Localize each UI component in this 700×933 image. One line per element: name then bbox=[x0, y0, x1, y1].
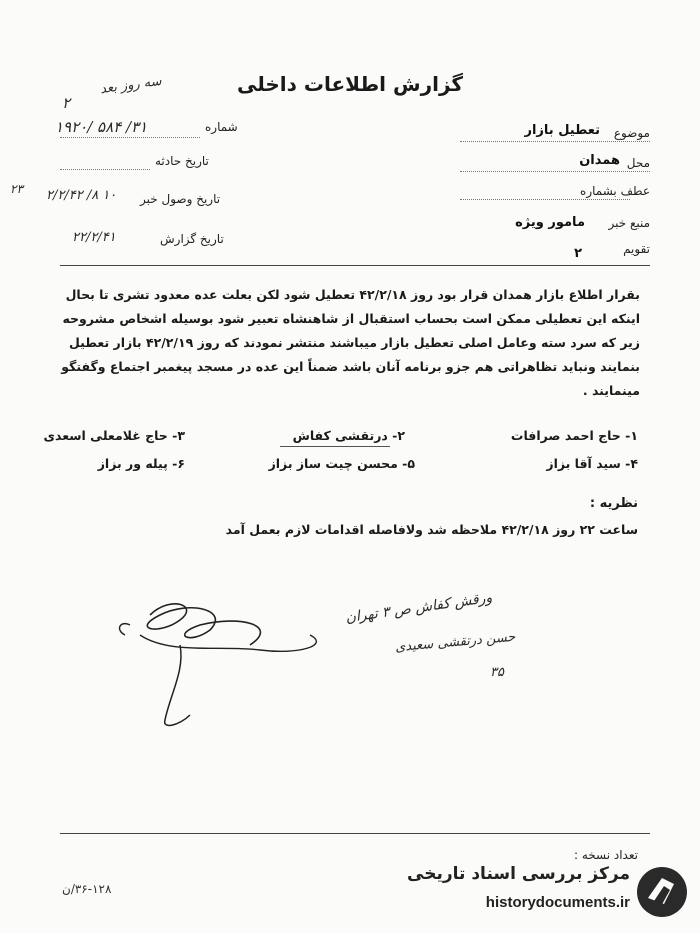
name-item: ۶- پیله ور بزاز bbox=[97, 456, 185, 471]
taghvim-value: ۲ bbox=[574, 246, 582, 261]
body-line: بقرار اطلاع بازار همدان قرار بود روز ۴۲/۲/۱۸ تعطیل شود لکن بعلت عده معدود تشری تا بحال bbox=[65, 287, 640, 302]
tarikh-vosul-value: ۲/۲/۴۲ /۸ ۱۰ bbox=[46, 188, 117, 203]
name-item: ۳- حاج غلامعلی اسعدی bbox=[43, 428, 185, 443]
signature-handwriting: ورقش کفاش ص ۳ تهران bbox=[344, 589, 494, 627]
logo-text-fa: مرکز بررسی اسناد تاریخی bbox=[407, 864, 630, 884]
mozu-value: تعطیل بازار bbox=[524, 123, 600, 138]
header-divider bbox=[60, 265, 650, 266]
body-line: زیر که سرد سته وعامل اصلی تعطیل بازار میباشند منتشر نمودند که روز ۴۲/۲/۱۹ بازار تعطیل bbox=[69, 335, 640, 350]
footer-divider bbox=[60, 833, 650, 834]
body-line: اینکه این تعطیلی ممکن است بحساب استقبال از شاهنشاه تعبیر شود بوسیله اشخاص مشروحه bbox=[62, 311, 640, 326]
tarikh-vosul-label: تاریخ وصول خبر bbox=[140, 192, 221, 206]
mahal-value: همدان bbox=[579, 153, 620, 168]
handwritten-side-number: ۲۳ bbox=[10, 182, 23, 196]
signature-initials: ۳۵ bbox=[490, 665, 504, 680]
mozu-dots bbox=[460, 140, 650, 142]
document-title: گزارش اطلاعات داخلی bbox=[236, 72, 464, 96]
mozu-label: موضوع bbox=[613, 126, 650, 140]
copies-label: تعداد نسخه : bbox=[573, 848, 638, 862]
tarikh-gozaresh-value: ۲۲/۲/۴۱ bbox=[72, 230, 116, 245]
shomareh-label: شماره bbox=[205, 120, 238, 134]
signature-scribble bbox=[110, 575, 410, 735]
name-underline bbox=[280, 446, 390, 447]
manba-value: مامور ویژه bbox=[515, 215, 585, 230]
tarikh-gozaresh-label: تاریخ گزارش bbox=[160, 232, 224, 246]
manba-label: منبع خبر bbox=[608, 216, 650, 230]
atf-dots bbox=[460, 198, 630, 200]
shomareh-value: ۱۹۲۰/ ۵۸۴ /۳۱ bbox=[55, 118, 148, 136]
logo-emblem-icon bbox=[634, 864, 690, 920]
tarikh-hadeseh-dots bbox=[60, 168, 150, 170]
body-line: مینمایند . bbox=[582, 383, 640, 398]
report-body bbox=[60, 283, 640, 403]
watermark-logo bbox=[407, 860, 690, 924]
note-heading: نظریه : bbox=[589, 496, 638, 511]
signature-handwriting-2: حسن درتقشی سعیدی bbox=[394, 629, 517, 656]
handwritten-top-number: ۲ bbox=[62, 94, 71, 112]
name-item: ۴- سید آقا بزاز bbox=[546, 456, 638, 471]
tarikh-hadeseh-label: تاریخ حادثه bbox=[155, 154, 209, 168]
handwritten-top-note: سه روز بعد bbox=[99, 73, 163, 98]
document-code: ۳۶-۱۲۸/ن bbox=[62, 882, 112, 896]
taghvim-label: تقویم bbox=[623, 242, 650, 256]
name-item: ۲- درتقشی کفاش bbox=[292, 428, 405, 443]
atf-label: عطف بشماره bbox=[580, 184, 650, 198]
shomareh-dots bbox=[60, 136, 200, 138]
body-line: بنمایند ونباید تظاهراتی هم جزو برنامه آنان باشد ضمناً این عده در مسجد پیغمبر اجتماع وگفتگو bbox=[61, 359, 640, 374]
mahal-label: محل bbox=[626, 156, 650, 170]
note-text: ساعت ۲۲ روز ۴۲/۲/۱۸ ملاحظه شد ولافاصله اقدامات لازم بعمل آمد bbox=[225, 522, 638, 537]
name-item: ۱- حاج احمد صرافات bbox=[510, 428, 638, 443]
logo-text-url: historydocuments.ir bbox=[485, 894, 630, 911]
mahal-dots bbox=[460, 170, 650, 172]
name-item: ۵- محسن چیت ساز بزاز bbox=[268, 456, 415, 471]
